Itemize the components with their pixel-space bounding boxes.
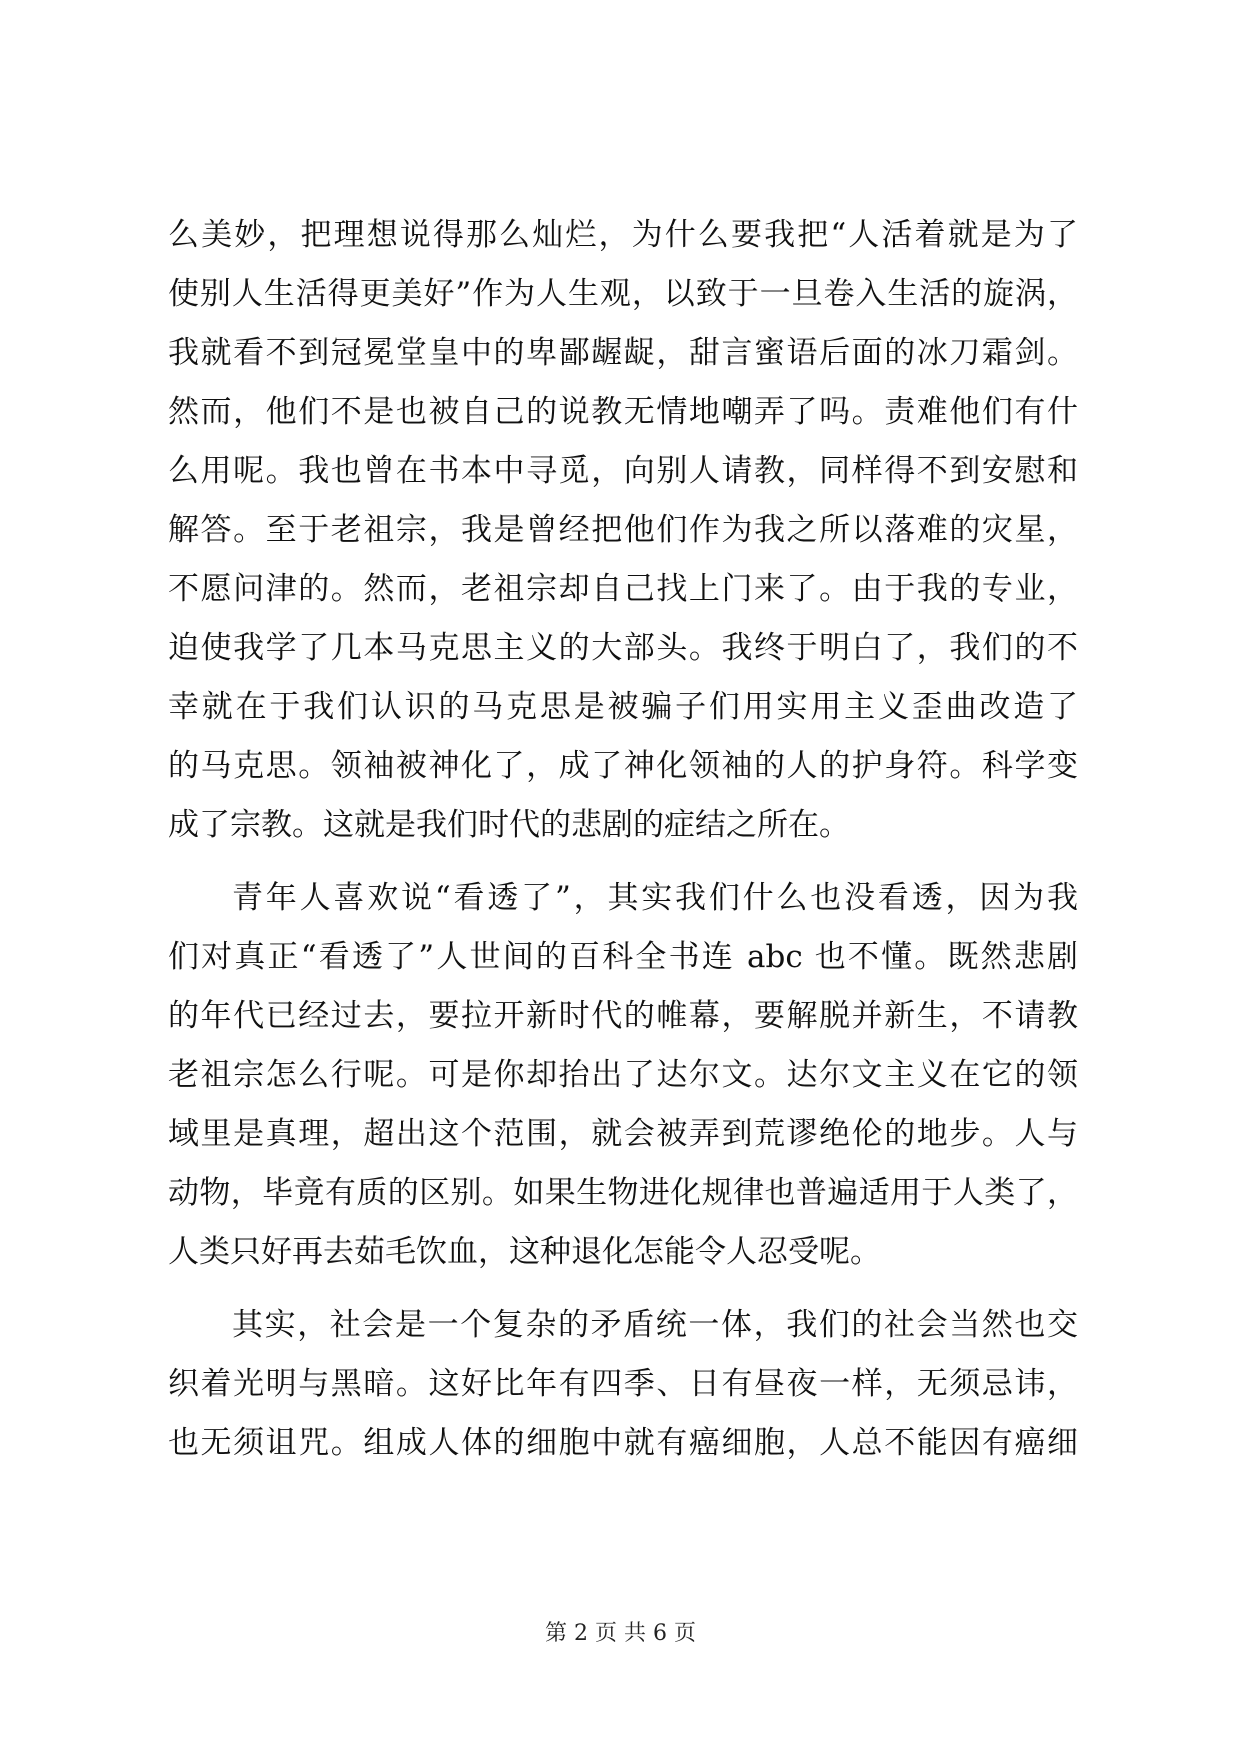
text-line: 成了宗教。这就是我们时代的悲剧的症结之所在。 <box>168 807 850 843</box>
page-number-footer: 第 2 页 共 6 页 <box>545 1621 696 1646</box>
text-line: 么用呢。我也曾在书本中寻觅，向别人请教，同样得不到安慰和 <box>168 453 1078 489</box>
text-line: 不愿问津的。然而，老祖宗却自己找上门来了。由于我的专业， <box>168 571 1078 607</box>
text-line: 解答。至于老祖宗，我是曾经把他们作为我之所以落难的灾星， <box>168 512 1078 548</box>
text-line: 然而，他们不是也被自己的说教无情地嘲弄了吗。责难他们有什 <box>168 394 1078 430</box>
text-line: 使别人生活得更美好”作为人生观，以致于一旦卷入生活的旋涡， <box>168 276 1078 312</box>
text-line: 幸就在于我们认识的马克思是被骗子们用实用主义歪曲改造了 <box>168 689 1078 725</box>
text-line: 们对真正“看透了”人世间的百科全书连 abc 也不懂。既然悲剧 <box>168 939 1078 975</box>
text-line: 么美妙，把理想说得那么灿烂，为什么要我把“人活着就是为了 <box>168 217 1078 253</box>
paragraph-1 <box>168 206 1078 855</box>
text-line: 的年代已经过去，要拉开新时代的帷幕，要解脱并新生，不请教 <box>168 998 1078 1034</box>
paragraph-2 <box>168 869 1078 1282</box>
text-line: 的马克思。领袖被神化了，成了神化领袖的人的护身符。科学变 <box>168 748 1078 784</box>
text-line: 动物，毕竟有质的区别。如果生物进化规律也普遍适用于人类了， <box>168 1175 1078 1211</box>
document-body <box>168 206 1078 1473</box>
paragraph-gap <box>168 1282 1078 1296</box>
text-line: 我就看不到冠冕堂皇中的卑鄙龌龊，甜言蜜语后面的冰刀霜剑。 <box>168 335 1078 371</box>
text-line: 其实，社会是一个复杂的矛盾统一体，我们的社会当然也交 <box>232 1307 1078 1343</box>
text-line: 域里是真理，超出这个范围，就会被弄到荒谬绝伦的地步。人与 <box>168 1116 1078 1152</box>
paragraph-gap <box>168 855 1078 869</box>
paragraph-3 <box>168 1296 1078 1473</box>
text-line: 人类只好再去茹毛饮血，这种退化怎能令人忍受呢。 <box>168 1234 881 1270</box>
text-line: 也无须诅咒。组成人体的细胞中就有癌细胞，人总不能因有癌细 <box>168 1425 1078 1461</box>
text-line: 老祖宗怎么行呢。可是你却抬出了达尔文。达尔文主义在它的领 <box>168 1057 1078 1093</box>
text-line: 青年人喜欢说“看透了”，其实我们什么也没看透，因为我 <box>232 880 1078 916</box>
text-line: 织着光明与黑暗。这好比年有四季、日有昼夜一样，无须忌讳， <box>168 1366 1078 1402</box>
text-line: 迫使我学了几本马克思主义的大部头。我终于明白了，我们的不 <box>168 630 1078 666</box>
